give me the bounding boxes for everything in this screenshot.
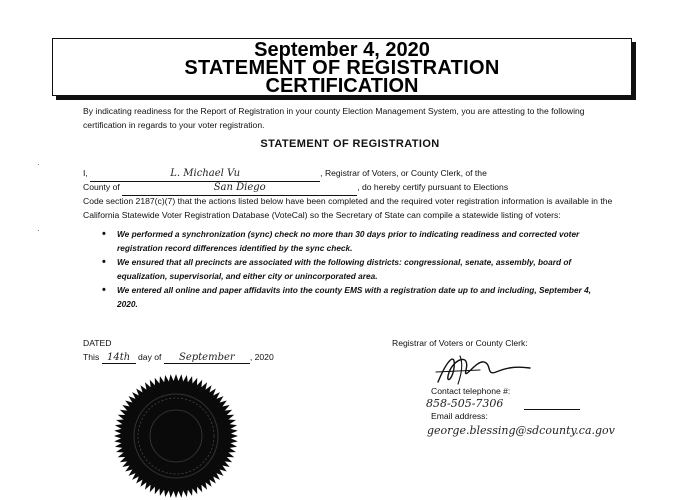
certification-after-name: , Registrar of Voters, or County Clerk, of the [320, 168, 487, 178]
registrar-name-field: L. Michael Vu [90, 167, 320, 182]
certification-after-county: , do hereby certify pursuant to Elections [357, 182, 509, 192]
signature-icon [430, 348, 540, 388]
dated-day-of: day of [138, 352, 162, 362]
header-date: September 4, 2020 [254, 39, 430, 61]
dated-line [83, 352, 274, 364]
email-address-value: george.blessing@sdcounty.ca.gov [427, 424, 615, 437]
certification-bullets [100, 228, 610, 313]
month-field: September [164, 352, 250, 364]
intro-paragraph: By indicating readiness for the Report of Registration in your county Election Management System, you are attesting to the following certification in regards to your voter registration. [83, 106, 585, 130]
dated-year: , 2020 [249, 352, 274, 362]
contact-underline [524, 409, 580, 410]
day-field: 14th [102, 352, 136, 364]
contact-telephone-value: 858-505-7306 [426, 397, 504, 410]
bullet-item: • We ensured that all precincts are associated with the following districts: congressional, senate, assembly, board of equalization, supervisorial, and either city or unincorporated area. [100, 256, 610, 283]
email-address-label: Email address: [431, 411, 488, 421]
county-name-field: San Diego [122, 181, 357, 196]
dated-this: This [83, 352, 100, 362]
bullet-item: • We entered all online and paper affidavits into the county EMS with a registration date up to and including, September 4, 2020. [100, 284, 610, 311]
certification-body: Code section 2187(c)(7) that the actions listed below have been completed and the required voter registration information is available in the California Statewide Voter Registration Database (VoteCal) so the Secretary of State can compile a statewide listing of voters: [83, 196, 613, 220]
certification-lead: I, [83, 168, 88, 178]
bullet-item: • We performed a synchronization (sync) check no more than 30 days prior to indicating readiness and corrected voter registration record differences identified by the sync check. [100, 228, 610, 255]
header-subtitle: CERTIFICATION [265, 75, 419, 97]
dated-label: DATED [83, 338, 112, 348]
header-box [52, 38, 632, 96]
county-seal-icon [113, 373, 239, 499]
margin-mark: · [37, 226, 40, 235]
section-heading: STATEMENT OF REGISTRATION [260, 138, 440, 150]
registrar-signature-label: Registrar of Voters or County Clerk: [392, 338, 528, 348]
contact-telephone-label: Contact telephone #: [431, 386, 511, 396]
header-title: STATEMENT OF REGISTRATION [184, 57, 500, 79]
margin-mark: · [37, 160, 40, 169]
county-prefix: County of [83, 182, 120, 192]
